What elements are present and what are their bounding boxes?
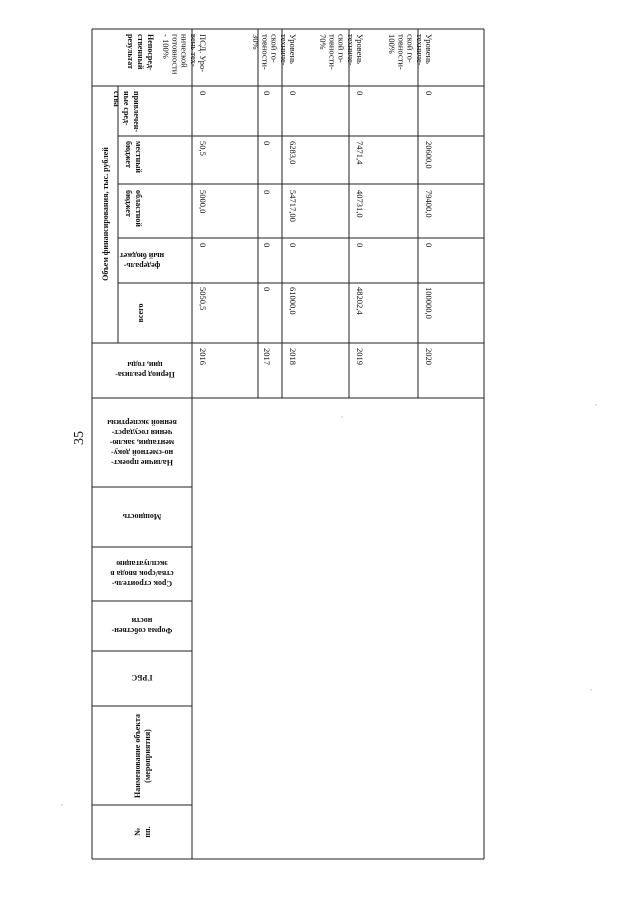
cell-result-2019-line: Уровень <box>355 34 365 64</box>
scan-dot <box>61 804 62 805</box>
cell-result-2020 <box>387 34 434 70</box>
regional-header <box>124 190 143 227</box>
cell-regional-2016-line: 5000,0 <box>198 190 208 214</box>
cell-local-2017 <box>262 141 272 145</box>
design-doc-header-line: чения государст- <box>111 428 173 437</box>
ownership-header <box>111 616 172 635</box>
cell-regional-2020 <box>424 190 434 218</box>
name-header-line: Наименование объекта <box>133 714 142 798</box>
cell-total-2020 <box>424 287 434 319</box>
cell-result-2019-line: 70% <box>318 34 329 50</box>
cell-federal-2017 <box>262 243 272 247</box>
federal-header-line: федераль- <box>123 261 161 270</box>
cell-regional-2017-line: 0 <box>262 190 272 195</box>
ownership-header-line: Форма собствен- <box>111 626 173 635</box>
cell-local-2016-line: 50,5 <box>198 141 208 156</box>
cell-attracted-2017-line: 0 <box>262 91 272 96</box>
financing-group-header-line: Объем финансирования, тыс. рублей <box>101 147 110 281</box>
ownership-header-line: ности <box>131 616 153 625</box>
scan-dot <box>341 416 342 417</box>
cell-year-2020-line: 2020 <box>424 348 434 365</box>
cell-federal-2020 <box>424 243 434 247</box>
cell-total-2016 <box>198 287 208 310</box>
result-header-line: ственный <box>136 34 145 70</box>
cell-result-2016 <box>161 34 208 75</box>
result-header-line: Непосред- <box>146 34 155 71</box>
cell-federal-2018-line: 0 <box>288 243 298 248</box>
cell-federal-2019-line: 0 <box>355 243 365 248</box>
cell-result-2018-line: техниче- <box>278 34 289 66</box>
cell-attracted-2020-line: 0 <box>424 91 434 96</box>
no-header-line: пп. <box>143 826 152 838</box>
cell-result-2020-line: товности- <box>396 34 407 70</box>
cell-result-2018-line: ской го- <box>269 34 280 63</box>
total-header-line: всего <box>136 303 145 323</box>
grbs-header <box>131 673 152 682</box>
cell-year-2016-line: 2016 <box>198 348 208 365</box>
cell-regional-2019-line: 40731,0 <box>355 190 365 218</box>
cell-total-2020-line: 100000,0 <box>424 287 434 319</box>
cell-result-2019-line: ской го- <box>336 34 347 63</box>
construction-period-header <box>110 559 174 588</box>
cell-result-2018-line: Уровень <box>288 34 298 64</box>
construction-period-header-line: ства/срок ввода в <box>110 569 174 578</box>
local-header <box>124 141 143 173</box>
cell-result-2016-line: - 100% <box>161 34 172 59</box>
cell-federal-2016 <box>198 243 208 247</box>
cell-result-2019-line: товности- <box>327 34 338 70</box>
cell-attracted-2018-line: 0 <box>288 91 298 96</box>
cell-attracted-2020 <box>424 91 434 95</box>
scan-dot <box>590 689 591 690</box>
design-doc-header-line: Наличие проект- <box>111 458 173 467</box>
cell-result-2019-line: техниче- <box>345 34 356 66</box>
cell-year-2016 <box>198 348 208 365</box>
cell-federal-2018 <box>288 243 298 247</box>
cell-attracted-2016 <box>198 91 208 95</box>
no-header <box>133 826 152 837</box>
no-header-line: № <box>133 827 142 837</box>
cell-year-2018 <box>288 348 298 365</box>
cell-result-2018-line: товности- <box>260 34 271 70</box>
cell-result-2016-line: готовности <box>170 34 181 75</box>
cell-federal-2017-line: 0 <box>262 243 272 248</box>
cell-total-2019-line: 48202,4 <box>355 287 365 315</box>
cell-result-2018-line: 30% <box>251 34 262 50</box>
local-header-line: местный <box>134 141 143 174</box>
design-doc-header-line: венной экспертизы <box>107 418 177 427</box>
cell-local-2018-line: 6283,0 <box>288 141 298 165</box>
cell-regional-2017 <box>262 190 272 194</box>
construction-period-header-line: эксплуатацию <box>116 559 168 568</box>
construction-period-header-line: Срок строитель- <box>111 579 173 588</box>
cell-result-2019 <box>318 34 365 70</box>
cell-local-2020-line: 20600,0 <box>424 141 434 169</box>
cell-year-2017-line: 2017 <box>262 348 272 365</box>
period-header-line: ции, годы <box>127 360 163 369</box>
cell-year-2019-line: 2019 <box>355 348 365 365</box>
cell-result-2020-line: техниче- <box>414 34 425 66</box>
name-header-line: (мероприятия) <box>143 729 152 783</box>
cell-year-2017 <box>262 348 272 365</box>
cell-local-2020 <box>424 141 434 169</box>
design-doc-header-line: но-сметной доку- <box>110 448 174 457</box>
result-header-line: результат <box>126 34 135 70</box>
cell-federal-2016-line: 0 <box>198 243 208 248</box>
cell-attracted-2019 <box>355 91 365 95</box>
grbs-header-line: ГРБС <box>131 673 153 682</box>
cell-attracted-2019-line: 0 <box>355 91 365 96</box>
federal-header-line: ный бюджет <box>119 251 165 260</box>
cell-attracted-2018 <box>288 91 298 95</box>
period-header <box>115 360 175 379</box>
cell-total-2018 <box>288 287 298 315</box>
cell-result-2020-line: Уровень <box>424 34 434 64</box>
cell-local-2016 <box>198 141 208 156</box>
name-header <box>133 714 152 798</box>
cell-federal-2020-line: 0 <box>424 243 434 248</box>
cell-result-2020-line: 100% <box>387 34 398 54</box>
local-header-line: бюджет <box>124 141 133 168</box>
cell-local-2019-line: 7471,4 <box>355 141 365 165</box>
regional-header-line: бюджет <box>124 190 133 217</box>
cell-total-2017-line: 0 <box>262 287 272 292</box>
scan-dot <box>595 404 596 405</box>
cell-local-2018 <box>288 141 298 164</box>
financing-group-header <box>101 147 110 281</box>
cell-regional-2018 <box>288 190 298 222</box>
attracted-header-line: ства <box>112 91 121 107</box>
regional-header-line: областной <box>134 190 143 227</box>
design-doc-header-line: ментации, заклю- <box>109 438 175 447</box>
attracted-header <box>112 91 141 132</box>
cell-total-2018-line: 61000,0 <box>288 287 298 315</box>
cell-regional-2018-line: 54717,00 <box>288 190 298 222</box>
total-header <box>136 303 145 322</box>
page-number: 35 <box>72 431 87 445</box>
cell-year-2018-line: 2018 <box>288 348 298 365</box>
cell-year-2020 <box>424 348 434 365</box>
cell-result-2020-line: ской го- <box>405 34 416 63</box>
capacity-header-line: Мощность <box>122 512 162 521</box>
design-doc-header <box>106 418 176 467</box>
cell-local-2017-line: 0 <box>262 141 272 146</box>
cell-attracted-2017 <box>262 91 272 95</box>
period-header-line: Период реализа- <box>115 370 175 379</box>
cell-result-2016-line: вень тех- <box>188 34 199 67</box>
cell-regional-2019 <box>355 190 365 218</box>
cell-regional-2016 <box>198 190 208 213</box>
cell-result-2016-line: нической <box>179 34 190 68</box>
attracted-header-line: привлечен- <box>132 91 141 133</box>
cell-attracted-2016-line: 0 <box>198 91 208 96</box>
cell-regional-2020-line: 79400,0 <box>424 190 434 218</box>
cell-result-2016-line: ПСД. Уро- <box>198 34 208 73</box>
cell-total-2016-line: 5050,5 <box>198 287 208 311</box>
capacity-header <box>122 512 161 521</box>
federal-header <box>120 251 164 270</box>
result-header <box>126 34 155 71</box>
cell-total-2019 <box>355 287 365 315</box>
cell-local-2019 <box>355 141 365 165</box>
cell-federal-2019 <box>355 243 365 247</box>
attracted-header-line: ные сред- <box>122 91 131 126</box>
cell-total-2017 <box>262 287 272 291</box>
cell-year-2019 <box>355 348 365 365</box>
